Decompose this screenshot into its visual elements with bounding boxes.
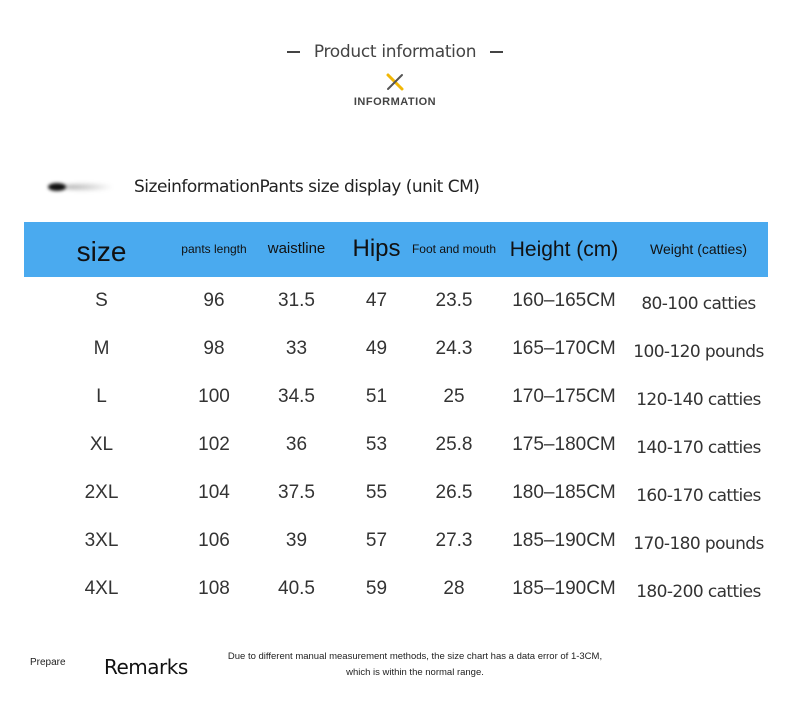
column-header-waistline: waistline [267, 240, 326, 258]
cell-foot-and-mouth: 24.3 [435, 338, 473, 359]
cell-waistline: 33 [285, 338, 308, 359]
cell-waistline: 31.5 [278, 290, 315, 311]
table-row [24, 517, 768, 565]
cell-hips: 47 [365, 290, 388, 311]
cell-size: L [96, 386, 107, 407]
cross-icon [385, 72, 405, 92]
cell-pants-length: 108 [198, 578, 230, 599]
size-table [24, 222, 768, 613]
cell-weight: 170-180 pounds [633, 534, 764, 554]
cell-waistline: 39 [285, 530, 308, 551]
cell-pants-length: 96 [203, 290, 225, 311]
cell-foot-and-mouth: 27.3 [435, 530, 473, 551]
table-header-row [24, 222, 768, 277]
cell-weight: 100-120 pounds [633, 342, 764, 362]
cell-hips: 55 [365, 482, 388, 503]
column-header-foot-and-mouth: Foot and mouth [411, 241, 497, 256]
title-right-dash [490, 51, 503, 53]
cell-weight: 80-100 catties [641, 294, 756, 314]
cell-size: M [93, 338, 110, 359]
page-subtitle: INFORMATION [353, 96, 437, 108]
cell-size: 2XL [84, 482, 119, 503]
cell-foot-and-mouth: 26.5 [435, 482, 473, 503]
cell-pants-length: 98 [203, 338, 225, 359]
cell-pants-length: 100 [198, 386, 230, 407]
cell-hips: 51 [365, 386, 388, 407]
cell-hips: 53 [365, 434, 388, 455]
footer [0, 645, 790, 685]
cell-height: 180–185CM [512, 482, 616, 503]
remarks-label: Remarks [104, 655, 188, 679]
table-row [24, 565, 768, 613]
cell-waistline: 37.5 [278, 482, 315, 503]
cell-foot-and-mouth: 23.5 [435, 290, 473, 311]
cell-height: 175–180CM [512, 434, 616, 455]
column-header-size: size [76, 236, 127, 268]
page-title: Product information [313, 42, 477, 62]
table-row [24, 325, 768, 373]
table-row [24, 469, 768, 517]
cell-hips: 59 [365, 578, 388, 599]
table-body [24, 277, 768, 613]
cell-height: 185–190CM [512, 530, 616, 551]
brush-stroke-decoration [44, 176, 124, 198]
title-left-dash [287, 51, 300, 53]
cell-size: XL [89, 434, 114, 455]
section-label: SizeinformationPants size display (unit CM) [134, 177, 480, 197]
cell-foot-and-mouth: 25 [443, 386, 465, 407]
cell-weight: 140-170 catties [636, 438, 761, 458]
cell-foot-and-mouth: 25.8 [435, 434, 473, 455]
measurement-note: Due to different manual measurement methods, the size chart has a data error of 1-3CM, which is within the normal range. [227, 651, 603, 678]
cell-waistline: 40.5 [278, 578, 315, 599]
prepare-label: Prepare [30, 657, 66, 668]
column-header-hips: Hips [352, 235, 401, 263]
table-row [24, 421, 768, 469]
cell-waistline: 34.5 [278, 386, 315, 407]
column-header-weight: Weight (catties) [650, 240, 747, 257]
column-header-height: Height (cm) [509, 237, 619, 261]
cell-pants-length: 102 [198, 434, 230, 455]
page-header [0, 42, 790, 108]
table-row [24, 277, 768, 325]
cell-pants-length: 106 [198, 530, 230, 551]
column-header-pants-length: pants length [181, 241, 247, 256]
cell-hips: 57 [365, 530, 388, 551]
cell-weight: 160-170 catties [636, 486, 761, 506]
cell-height: 170–175CM [512, 386, 616, 407]
cell-size: 4XL [84, 578, 119, 599]
table-row [24, 373, 768, 421]
cell-height: 165–170CM [512, 338, 616, 359]
cell-pants-length: 104 [198, 482, 230, 503]
section-heading [44, 176, 479, 198]
cell-waistline: 36 [285, 434, 308, 455]
cell-weight: 180-200 catties [636, 582, 761, 602]
cell-size: 3XL [84, 530, 119, 551]
cell-height: 160–165CM [512, 290, 616, 311]
cell-hips: 49 [365, 338, 388, 359]
cell-foot-and-mouth: 28 [443, 578, 465, 599]
cell-height: 185–190CM [512, 578, 616, 599]
cell-weight: 120-140 catties [636, 390, 761, 410]
title-row [0, 42, 790, 62]
cell-size: S [95, 290, 108, 311]
